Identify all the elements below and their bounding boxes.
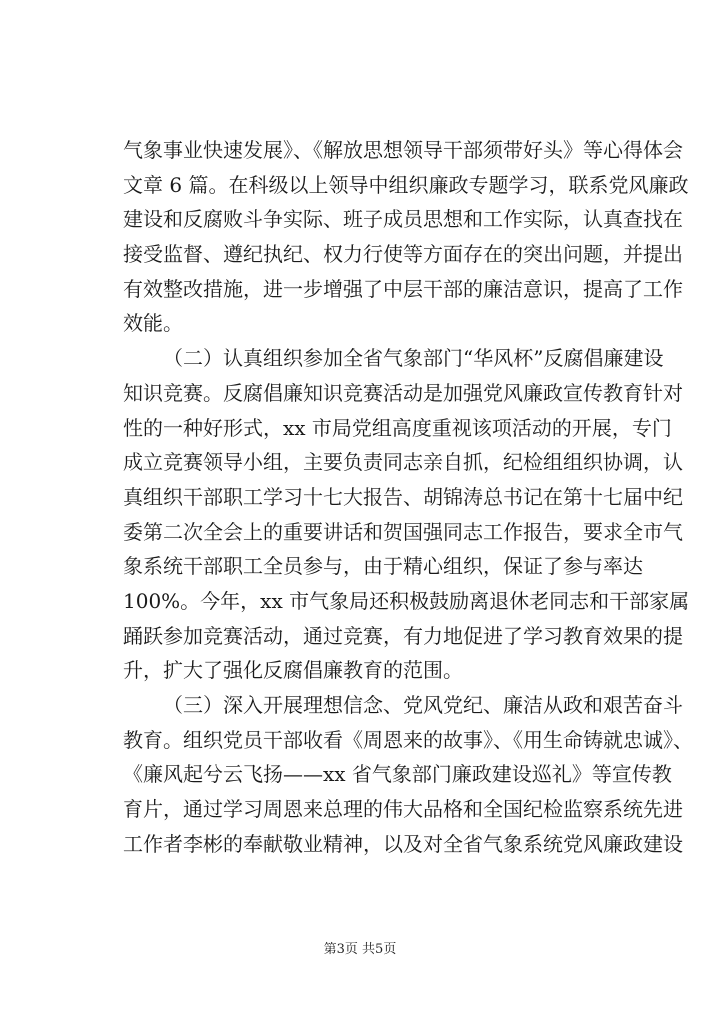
text-line: 象系统干部职工全员参与，由于精心组织，保证了参与率达 — [123, 554, 643, 579]
paragraph — [123, 341, 690, 688]
text-line: （二）认真组织参加全省气象部门“华风杯”反腐倡廉建设 — [163, 346, 664, 371]
text-line: 工作者李彬的奉献敬业精神，以及对全省气象系统党风廉政建设 — [123, 831, 683, 856]
text-line: 育片，通过学习周恩来总理的伟大品格和全国纪检监察系统先进 — [123, 797, 683, 822]
text-line: 气象事业快速发展》、《解放思想领导干部须带好头》等心得体会 — [123, 138, 683, 162]
text-line: 真组织干部职工学习十七大报告、胡锦涛总书记在第十七届中纪 — [123, 484, 683, 509]
text-line: 踊跃参加竞赛活动，通过竞赛，有力地促进了学习教育效果的提 — [123, 623, 683, 648]
text-line: 100%。今年，xx 市气象局还积极鼓励离退休老同志和干部家属 — [123, 588, 690, 613]
text-line: 成立竞赛领导小组，主要负责同志亲自抓，纪检组组织协调，认 — [123, 450, 683, 475]
text-line: 建设和反腐败斗争实际、班子成员思想和工作实际，认真查找在 — [123, 207, 683, 232]
text-line: 接受监督、遵纪执纪、权力行使等方面存在的突出问题，并提出 — [123, 242, 683, 267]
page-footer: 第3页 共5页 — [323, 942, 397, 957]
text-line: 有效整改措施，进一步增强了中层干部的廉洁意识，提高了工作 — [123, 276, 683, 301]
text-line: 知识竞赛。反腐倡廉知识竞赛活动是加强党风廉政宣传教育针对 — [123, 380, 683, 405]
document-body — [123, 133, 693, 861]
text-line: 《廉风起兮云飞扬——xx 省气象部门廉政建设巡礼》等宣传教 — [123, 762, 672, 787]
text-line: （三）深入开展理想信念、党风党纪、廉洁从政和艰苦奋斗 — [163, 693, 683, 717]
text-line: 升，扩大了强化反腐倡廉教育的范围。 — [123, 658, 463, 683]
paragraph — [123, 688, 693, 861]
text-line: 教育。组织党员干部收看《周恩来的故事》、《用生命铸就忠诚》、 — [123, 727, 693, 752]
text-line: 文章 6 篇。在科级以上领导中组织廉政专题学习，联系党风廉政 — [123, 172, 689, 197]
text-line: 效能。 — [123, 311, 183, 336]
text-line: 委第二次全会上的重要讲话和贺国强同志工作报告，要求全市气 — [123, 519, 683, 544]
text-line: 性的一种好形式，xx 市局党组高度重视该项活动的开展，专门 — [123, 415, 672, 440]
paragraph — [123, 133, 689, 341]
